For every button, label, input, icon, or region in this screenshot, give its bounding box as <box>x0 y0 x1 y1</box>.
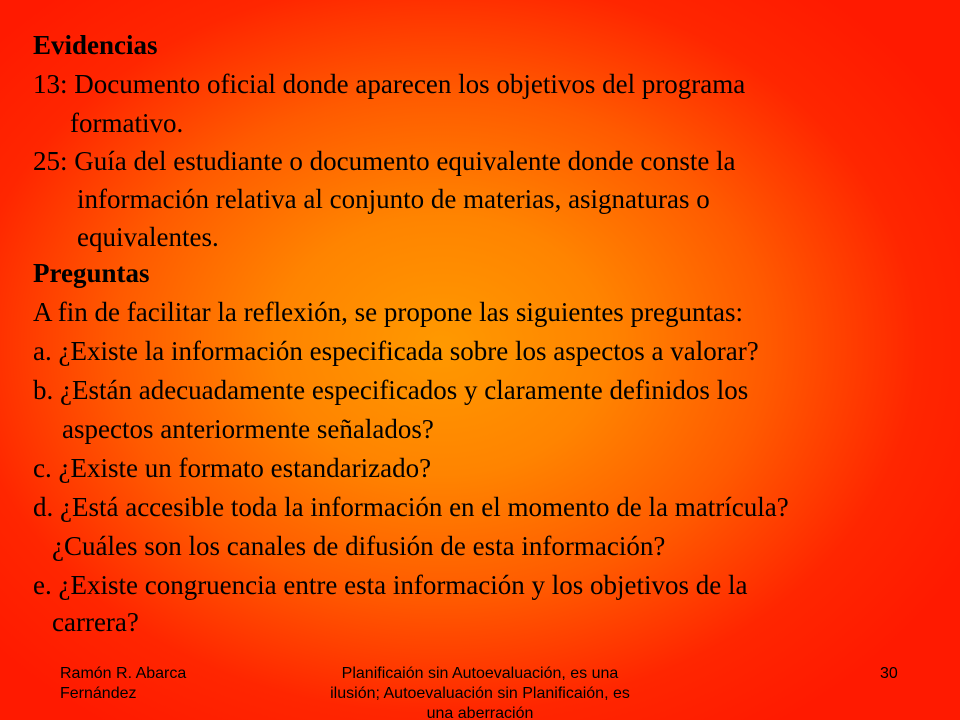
footer-quote: Planificaión sin Autoevaluación, es una ilusión; Autoevaluación sin Planificaión, es una aberración <box>330 665 630 720</box>
question-e-line-2: carrera? <box>52 607 139 637</box>
question-b-line-1: b. ¿Están adecuadamente especificados y claramente definidos los <box>33 375 749 405</box>
question-e-line-1: e. ¿Existe congruencia entre esta información y los objetivos de la <box>33 570 748 600</box>
question-d-line-2: ¿Cuáles son los canales de difusión de esta información? <box>52 531 666 561</box>
page-number: 30 <box>880 665 898 682</box>
question-c: c. ¿Existe un formato estandarizado? <box>33 453 432 483</box>
footer-author: Ramón R. Abarca Fernández <box>60 665 187 702</box>
question-d-line-1: d. ¿Está accesible toda la información en el momento de la matrícula? <box>33 492 789 522</box>
evidencias-heading: Evidencias <box>33 30 158 60</box>
evidence-item-25-line-1: 25: Guía del estudiante o documento equivalente donde conste la <box>33 146 736 176</box>
evidence-item-25-line-3: equivalentes. <box>77 222 219 252</box>
question-b-line-2: aspectos anteriormente señalados? <box>62 414 434 444</box>
evidence-item-13-line-2: formativo. <box>70 108 184 138</box>
question-a: a. ¿Existe la información especificada sobre los aspectos a valorar? <box>33 336 759 366</box>
evidence-item-25-line-2: información relativa al conjunto de materias, asignaturas o <box>77 184 710 214</box>
preguntas-heading: Preguntas <box>33 258 150 288</box>
questions-intro: A fin de facilitar la reflexión, se propone las siguientes preguntas: <box>33 297 744 327</box>
evidence-item-13-line-1: 13: Documento oficial donde aparecen los objetivos del programa <box>33 69 746 99</box>
